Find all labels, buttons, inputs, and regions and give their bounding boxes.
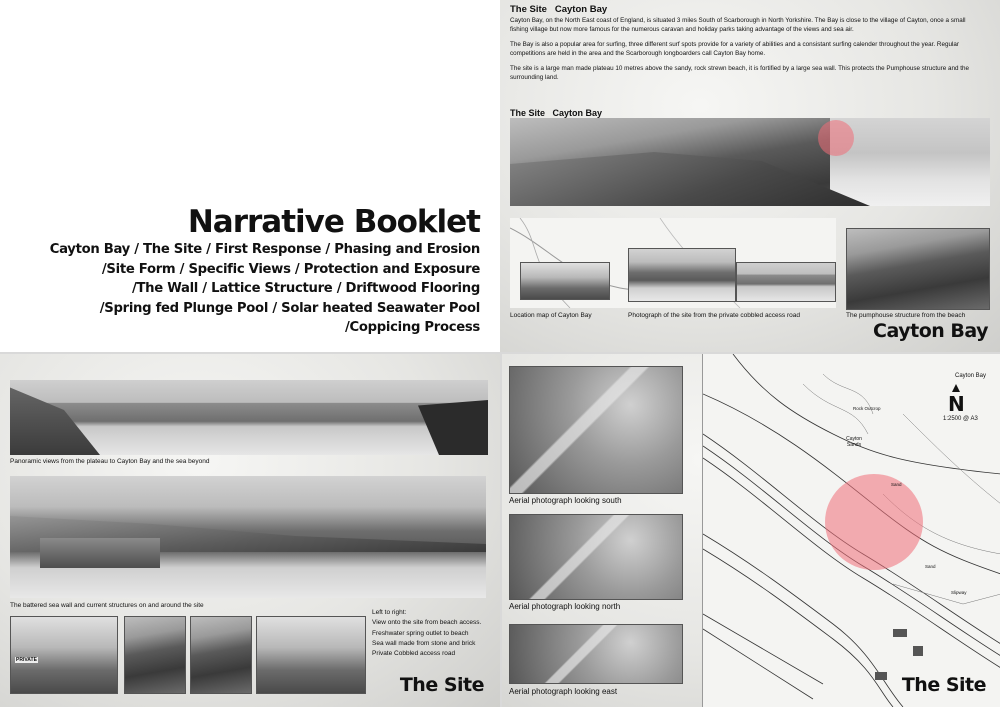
contents-line: /Site Form / Specific Views / Protection and Exposure — [101, 261, 480, 277]
aerial-north-photo — [509, 514, 683, 600]
pumphouse-photo — [846, 228, 990, 310]
photo-heading: The Site Cayton Bay — [510, 108, 603, 118]
cover-contents — [50, 240, 480, 338]
page-title-cayton-bay: Cayton Bay — [873, 320, 988, 342]
note-line: View onto the site from beach access. — [372, 619, 482, 627]
page-heading: The Site Cayton Bay — [510, 4, 608, 15]
site-text-page — [500, 0, 1000, 352]
spring-outlet-photo — [124, 616, 186, 694]
pumphouse-caption: The pumphouse structure from the beach — [846, 312, 966, 319]
location-map-caption: Location map of Cayton Bay — [510, 312, 592, 319]
aerial-south-caption: Aerial photograph looking south — [509, 496, 622, 505]
map-feature-label: Sand — [925, 564, 936, 569]
map-feature-label: Sand — [891, 482, 902, 487]
map-scale: 1:2500 @ A3 — [943, 416, 978, 422]
photo-notes — [372, 608, 481, 659]
page-title-the-site: The Site — [399, 674, 484, 696]
site-highlight-circle — [825, 474, 923, 570]
aerial-east-photo — [509, 624, 683, 684]
map-feature-label: Rock Outcrop — [853, 406, 881, 411]
contents-line: Cayton Bay / The Site / First Response / Phasing and Erosion — [49, 242, 480, 257]
map-place-label: Cayton Bay — [955, 373, 987, 379]
beach-access-photo — [10, 616, 118, 694]
location-map-inset — [520, 262, 610, 300]
private-sign: PRIVATE — [16, 657, 37, 663]
map-sands-label: Cayton Sands — [846, 436, 862, 448]
page-title-the-site-map: The Site — [901, 674, 986, 696]
site-location-marker — [818, 120, 854, 156]
cliff-view-photo — [736, 262, 836, 302]
note-line: Left to right: — [372, 609, 407, 616]
aerial-map-page — [502, 354, 1000, 707]
north-arrow-icon — [952, 384, 960, 392]
site-photos-page — [0, 354, 500, 707]
note-line: Private Cobbled access road — [372, 650, 456, 658]
site-description — [510, 17, 980, 90]
cobbled-road-photo — [256, 616, 366, 694]
sea-wall-photo — [10, 476, 486, 598]
contents-line: /Spring fed Plunge Pool / Solar heated Seawater Pool — [99, 300, 480, 316]
access-road-photo — [628, 248, 736, 302]
cover-page — [0, 0, 500, 352]
panorama-caption: Panoramic views from the plateau to Cayton Bay and the sea beyond — [10, 458, 210, 465]
aerial-south-photo — [509, 366, 683, 494]
paragraph: Cayton Bay, on the North East coast of England, is situated 3 miles South of Scarborough in North Yorkshire. The Bay is close to the village of Cayton, once a small fishing village but now more famous for the numerous caravan and holiday parks taking advantage of the views and sea air. — [510, 17, 966, 33]
panorama-photo — [10, 380, 488, 455]
contents-line: /Coppicing Process — [344, 320, 480, 335]
sea-wall-caption: The battered sea wall and current structures on and around the site — [10, 602, 204, 609]
aerial-east-caption: Aerial photograph looking east — [509, 687, 618, 696]
ordnance-survey-map — [702, 354, 1000, 707]
contents-line: /The Wall / Lattice Structure / Driftwood Flooring — [131, 281, 480, 296]
paragraph: The site is a large man made plateau 10 metres above the sandy, rock strewn beach, it is fortified by a large sea wall. This protects the Pumphouse structure and the surrounding land. — [510, 65, 969, 81]
note-line: Freshwater spring outlet to beach — [372, 629, 469, 637]
cliff-panorama-photo — [510, 118, 990, 206]
map-feature-label: Slipway — [951, 590, 967, 595]
access-road-caption: Photograph of the site from the private cobbled access road — [628, 312, 800, 319]
cover-title: Narrative Booklet — [187, 204, 480, 240]
aerial-north-caption: Aerial photograph looking north — [509, 602, 621, 611]
north-label: N — [948, 392, 965, 416]
note-line: Sea wall made from stone and brick — [372, 639, 476, 647]
paragraph: The Bay is also a popular area for surfing, three different surf spots provide for a variety of abilities and a consistant surfing calender throughout the year. Regular competitions are held in the area and the Scarborough longboarders call Cayton Bay home. — [510, 41, 959, 57]
stone-wall-photo — [190, 616, 252, 694]
